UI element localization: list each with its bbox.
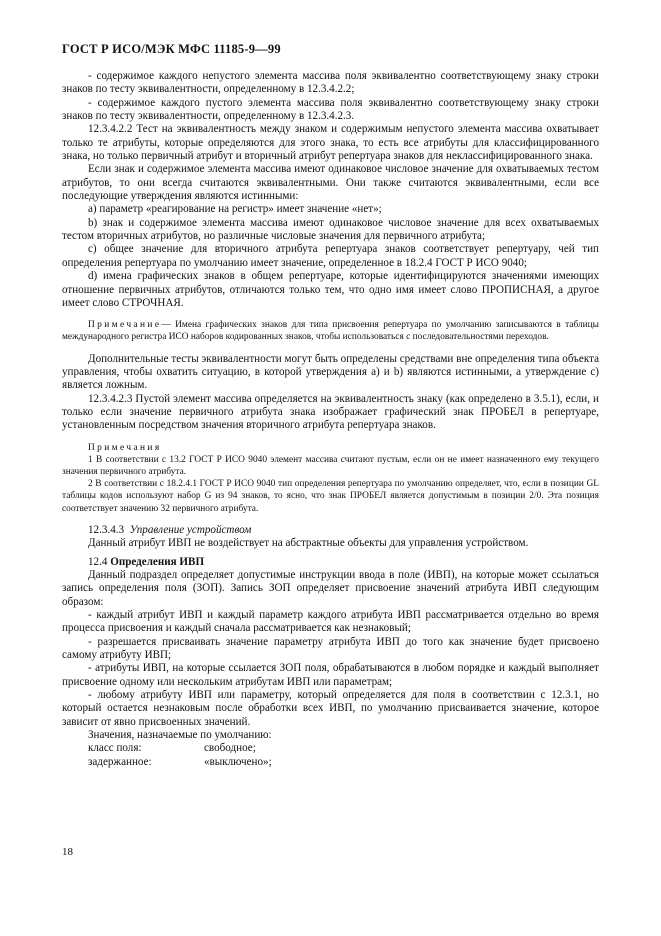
page-body [62,70,599,769]
page-number: 18 [62,846,73,858]
section-title: Определения ИВП [110,555,205,568]
list-item: - любому атрибуту ИВП или параметру, который определяется для поля в соответствии с 12.3.1, но который остается незнаковым после обработки всех ИВП, по умолчанию присваивается значение, которое зависит от явно присвоенных значений. [62,689,599,728]
paragraph: - содержимое каждого пустого элемента массива поля эквивалентно соответствующему знаку строки знаков по тесту эквивалентности, определенному в 12.3.4.2.3. [62,96,599,123]
heading-number: 12.3.4.3 [88,523,125,536]
list-item: с) общее значение для вторичного атрибута репертуара знаков соответствует репертуару, чей тип определения репертуара по умолчанию имеет значение, определенное в 18.2.4 ГОСТ Р ИСО 9040; [62,243,599,269]
default-row [88,742,599,755]
note-item: 2 В соответствии с 18.2.4.1 ГОСТ Р ИСО 9040 тип определения репертуара по умолчанию определяет, что, если в позиции GL таблицы кодов используют набор G из 94 знаков, то ясно, что знак ПРОБЕЛ является допустимым в позиции 2/0. Эта позиция соответствует значению 32 первичного атрибута. [62,479,599,514]
paragraph: 12.3.4.2.3 Пустой элемент массива определяется на эквивалентность знаку (как определено в 3.5.1), если, и только если значение первичного атрибута знака изображает графический знак ПРОБЕЛ в репертуаре, установленным посредством значения вторичного атрибута репертуара знаков. [62,392,599,432]
list-item: - атрибуты ИВП, на которые ссылается ЗОП поля, обрабатываются в любом порядке и каждый выполняет присвоение одному или нескольким атрибутам ИВП или параметрам; [62,662,599,688]
defaults-list [62,742,599,769]
paragraph: - содержимое каждого непустого элемента массива поля эквивалентно соответствующему знаку строки знаков по тесту эквивалентности, определенному в 12.3.4.2.2; [62,70,599,96]
default-label: задержанное: [88,755,152,768]
paragraph: Данный атрибут ИВП не воздействует на абстрактные объекты для управления устройством. [88,537,529,550]
default-row [88,756,599,769]
default-value: свободное; [204,742,256,755]
list-item: b) знак и содержимое элемента массива имеют одинаковое числовое значение для всех охватываемых тестом вторичных атрибутов, но различные числовые значения для первичного атрибута; [62,216,599,243]
list-item: а) параметр «реагирование на регистр» имеет значение «нет»; [88,203,382,216]
paragraph: Данный подраздел определяет допустимые инструкции ввода в поле (ИВП), на которые может ссылаться запись определения поля (ЗОП). Запись ЗОП определяет присвоение значений атрибута ИВП следующим образом: [62,568,599,608]
section-heading [62,556,599,569]
page-header: ГОСТ Р ИСО/МЭК МФС 11185-9—99 [62,42,281,56]
default-value: «выключено»; [204,755,272,768]
heading-text: Управление устройством [129,523,252,536]
section-number: 12.4 [88,555,108,568]
paragraph: Значения, назначаемые по умолчанию: [88,729,272,742]
list-item: - разрешается присваивать значение параметру атрибута ИВП до того как значение будет присвоено самому атрибуту ИВП; [62,635,599,661]
list-item: d) имена графических знаков в общем репертуаре, которые идентифицируются значениями имеющих отношение первичных атрибутов, отличаются только тем, что одно имя имеет слово ПРОПИСНАЯ, а другое имеет слово СТРОЧНАЯ. [62,270,599,309]
paragraph: Дополнительные тесты эквивалентности могут быть определены средствами вне определения типа объекта управления, чтобы охватить ситуацию, в которой утверждения а) и b) являются истинными, а утверждение с) является ложным. [62,352,599,392]
note-item: 1 В соответствии с 13.2 ГОСТ Р ИСО 9040 элемент массива считают пустым, если он не имеет назначенного ему текущего значения первичного атрибута. [62,454,599,478]
paragraph: 12.3.4.2.2 Тест на эквивалентность между знаком и содержимым непустого элемента массива охватывает только те атрибуты, которые определяются для этого знака, то есть все атрибуты для классифицированного знака, но только первичный атрибут и вторичный атрибут репертуара знаков для неклассифицированного знака. [62,123,599,163]
default-label: класс поля: [88,742,142,755]
note-label: Примечание [88,320,162,331]
notes-label: Примечания [88,442,162,453]
note [62,319,599,343]
note-text: — Имена графических знаков для типа присвоения репертуара по умолчанию записываются в таблицы международного регистра ИСО наборов кодированных знаков, чтобы использоваться с последовательностями переходов. [62,320,599,343]
paragraph: Если знак и содержимое элемента массива имеют одинаковое числовое значение для охватываемых тестом атрибутов, то они всегда считаются эквивалентными. Они также считаются эквивалентными, если все последующие утверждения являются истинными: [62,163,599,203]
subsection-heading [62,524,599,537]
list-item: - каждый атрибут ИВП и каждый параметр каждого атрибута ИВП рассматривается отдельно во время процесса присвоения и каждый сначала рассматривается как незнаковый; [62,608,599,635]
